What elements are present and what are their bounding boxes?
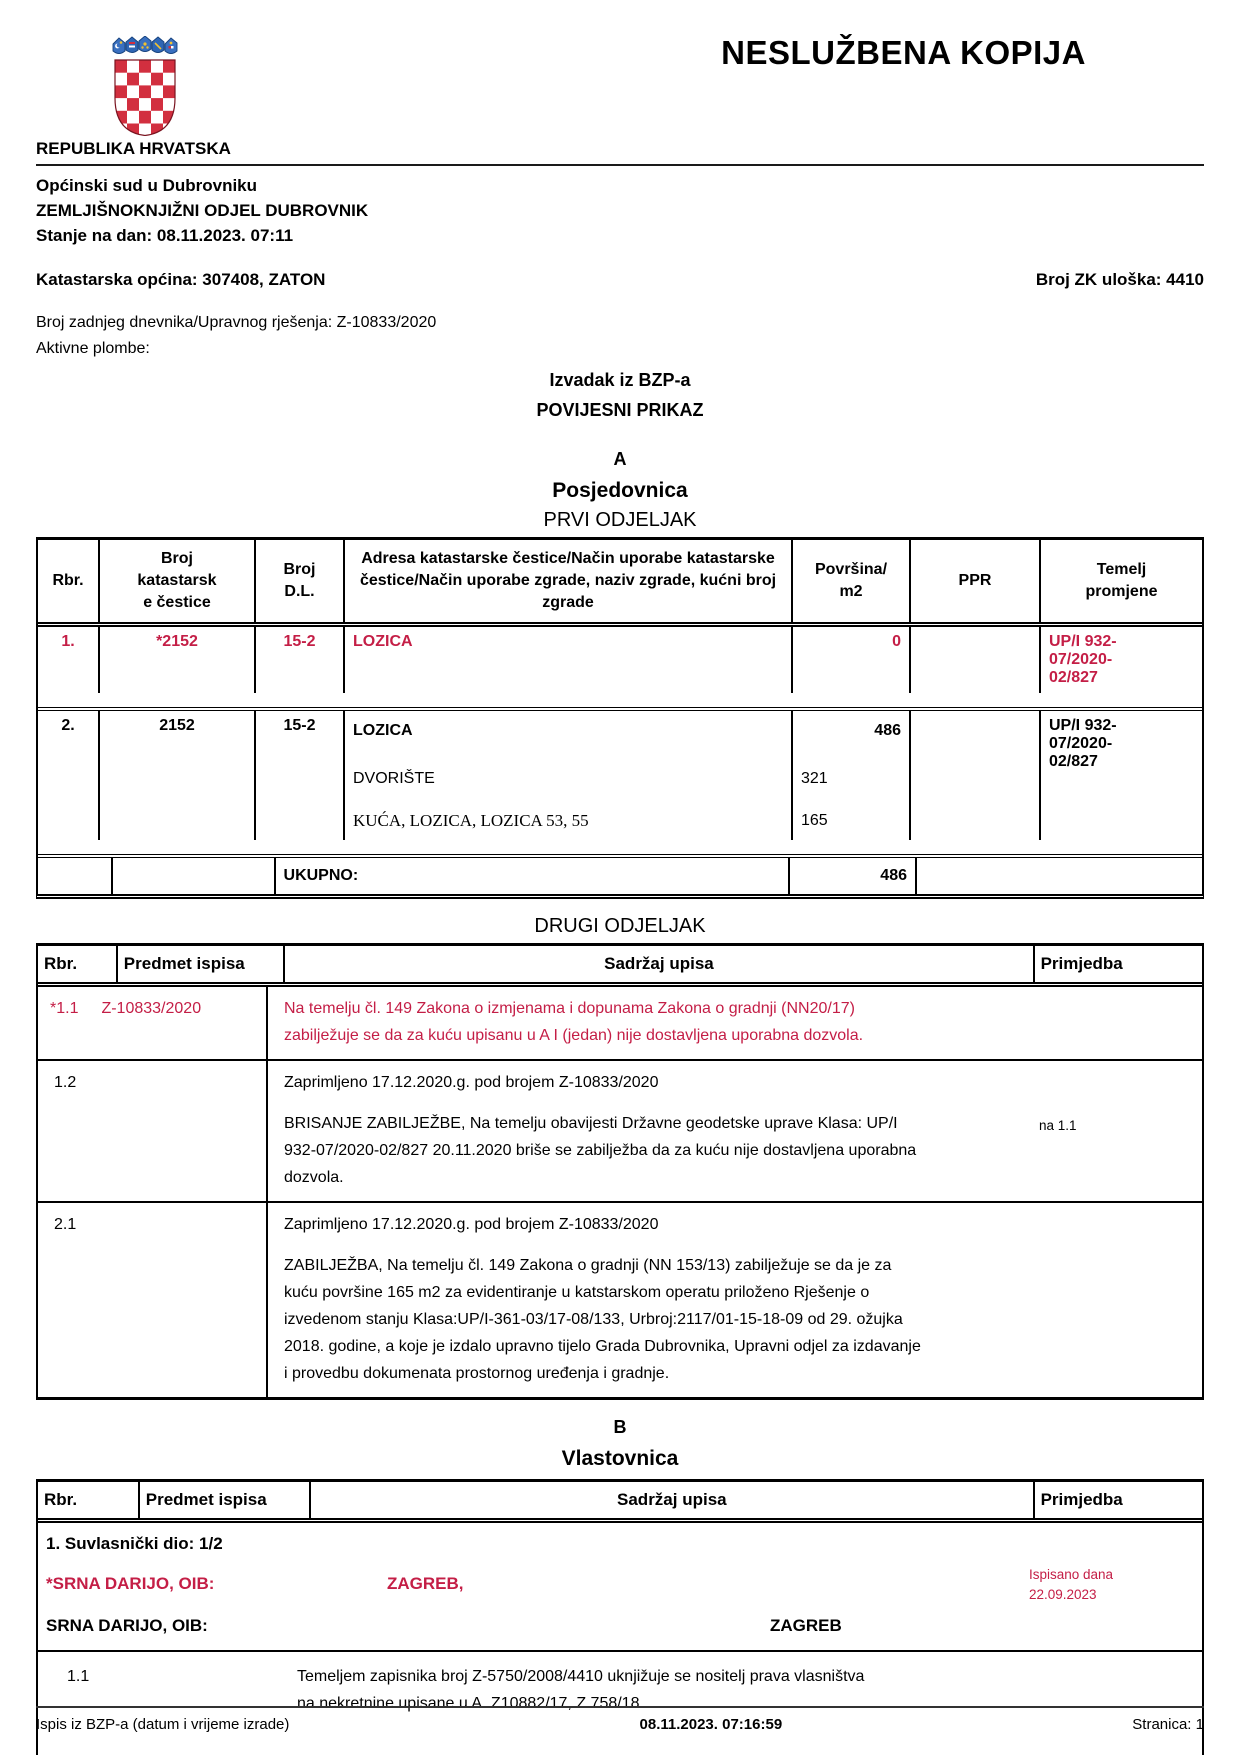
unofficial-copy-label: NESLUŽBENA KOPIJA bbox=[721, 34, 1086, 71]
total-label: UKUPNO: bbox=[276, 858, 790, 894]
footer-left: Ispis iz BZP-a (datum i vrijeme izrade) bbox=[36, 1716, 290, 1733]
department-name: ZEMLJIŠNOKNJIŽNI ODJEL DUBROVNIK bbox=[36, 201, 369, 220]
country-name: REPUBLIKA HRVATSKA bbox=[36, 139, 231, 158]
footer-datetime: 08.11.2023. 07:16:59 bbox=[639, 1716, 783, 1733]
cell-rbr: 1. bbox=[38, 627, 100, 693]
header-rule bbox=[36, 164, 1204, 166]
section-a-title: Posjedovnica bbox=[552, 479, 688, 502]
cell-broj-dl: 15-2 bbox=[256, 627, 345, 693]
cell-broj-katastarske: 2152 bbox=[100, 711, 256, 840]
section-a-part: PRVI ODJELJAK bbox=[543, 509, 697, 531]
owner-city: ZAGREB, bbox=[387, 1574, 464, 1593]
table-a-row-2 bbox=[38, 711, 1202, 858]
povrsina-line-2: 321 bbox=[801, 770, 828, 787]
entry-text: BRISANJE ZABILJEŽBE, Na temelju obavijesti Državne geodetske uprave Klasa: UP/I 932-07/2020-02/827 20.11.2020 briše se zabilježba da za kuću nije dostavljena uporabna dozvola. bbox=[284, 1115, 917, 1186]
row-number: *1.1 bbox=[50, 1000, 79, 1017]
table-d-row-1-2 bbox=[38, 1061, 1202, 1203]
journal-number: Broj zadnjeg dnevnika/Upravnog rješenja: Z-10833/2020 bbox=[36, 314, 437, 331]
povrsina-line-1: 486 bbox=[874, 722, 901, 739]
col-header-primjedba: Primjedba bbox=[1040, 1490, 1123, 1509]
table-b-header-row bbox=[38, 1482, 1202, 1523]
povrsina-line-3: 165 bbox=[801, 812, 828, 829]
col-header-rbr: Rbr. bbox=[38, 1482, 140, 1518]
cell-adresa: LOZICA bbox=[345, 627, 793, 693]
col-header-sadrzaj-upisa: Sadržaj upisa bbox=[311, 1482, 1034, 1518]
spacer bbox=[284, 1096, 1202, 1110]
cell-povrsina bbox=[793, 711, 911, 840]
doc-title: Izvadak iz BZP-a bbox=[549, 370, 691, 390]
col-header-primjedba: Primjedba bbox=[1040, 954, 1123, 973]
col-header-rbr: Rbr. bbox=[38, 540, 100, 622]
cadastral-row bbox=[36, 269, 1204, 291]
col-header-temelj-promjene: Temelj promjene bbox=[1085, 561, 1158, 600]
table-d-header-row bbox=[38, 946, 1202, 987]
printed-date-note: Ispisano dana 22.09.2023 bbox=[1029, 1567, 1114, 1602]
section-b-title: Vlastovnica bbox=[561, 1447, 679, 1470]
cell-rbr-predmet bbox=[38, 1061, 268, 1201]
court-block bbox=[36, 173, 1204, 248]
cell-rbr: 2. bbox=[38, 711, 100, 840]
table-d-row-2-1 bbox=[38, 1203, 1202, 1397]
cell-broj-dl: 15-2 bbox=[256, 711, 345, 840]
total-empty-kat bbox=[113, 858, 275, 894]
croatia-coat-of-arms-icon bbox=[112, 36, 178, 136]
table-drugi-odjeljak bbox=[36, 943, 1204, 1400]
cell-povrsina: 0 bbox=[793, 627, 911, 693]
cell-adresa bbox=[345, 711, 793, 840]
cell-temelj: UP/I 932-07/2020-02/827 bbox=[1049, 717, 1117, 770]
footer-page-number: Stranica: 1 bbox=[1132, 1716, 1204, 1733]
reference-note: na 1.1 bbox=[1039, 1118, 1077, 1133]
col-header-broj-katastarske-cestice: Broj katastarsk e čestice bbox=[100, 540, 256, 622]
section-a-letter: A bbox=[613, 449, 627, 469]
received-line: Zaprimljeno 17.12.2020.g. pod brojem Z-10833/2020 bbox=[284, 1074, 659, 1091]
received-line: Zaprimljeno 17.12.2020.g. pod brojem Z-10833/2020 bbox=[284, 1216, 659, 1233]
adresa-line-3: KUĆA, LOZICA, LOZICA 53, 55 bbox=[353, 811, 589, 830]
entry-text: Na temelju čl. 149 Zakona o izmjenama i dopunama Zakona o gradnji (NN20/17) zabilježuje se da za kuću upisanu u A I (jedan) nije dostavljena uporabna dozvola. bbox=[284, 1000, 864, 1044]
owner-line-black bbox=[38, 1613, 1202, 1639]
section-b-letter: B bbox=[613, 1417, 627, 1437]
cell-rbr-predmet bbox=[38, 987, 268, 1059]
cell-ppr bbox=[911, 711, 1041, 840]
entry-text: ZABILJEŽBA, Na temelju čl. 149 Zakona o gradnji (NN 153/13) zabilježuje se da je za kuću površine 165 m2 za evidentiranje u katstarskom operatu priloženo Rješenje o izvedenom stanju Klasa:UP/I-361-03/17-08/133, Urbroj:2117/01-15-18-09 od 29. ožujka 2018. godine, a koje je izdalo upravno tijelo Grada Dubrovnika, Upravni odjel za izdavanje i provedbu dokumenata prostornog uređenja i gradnje. bbox=[284, 1257, 921, 1382]
table-d-row-1-1 bbox=[38, 987, 1202, 1061]
col-header-sadrzaj-upisa: Sadržaj upisa bbox=[285, 946, 1034, 982]
table-a-total-row bbox=[38, 858, 1202, 894]
col-header-broj-dl: Broj D.L. bbox=[256, 540, 345, 622]
co-ownership-share: 1. Suvlasnički dio: 1/2 bbox=[46, 1534, 223, 1553]
entry-text: Temeljem zapisnika broj Z-5750/2008/4410 uknjižuje se nositelj prava vlasništva na nekretnine upisane u A. Z10882/17, Z 758/18 bbox=[297, 1668, 865, 1712]
table-a-row-1 bbox=[38, 627, 1202, 711]
col-header-ppr: PPR bbox=[911, 540, 1041, 622]
total-empty-rbr bbox=[38, 858, 113, 894]
owner-line-red bbox=[38, 1571, 1202, 1597]
doc-subtitle: POVIJESNI PRIKAZ bbox=[536, 400, 704, 420]
section-d-part: DRUGI ODJELJAK bbox=[534, 915, 706, 937]
row-number: 2.1 bbox=[54, 1216, 77, 1233]
cell-sadrzaj bbox=[268, 987, 1202, 1059]
col-header-adresa: Adresa katastarske čestice/Način uporabe katastarske čestice/Način uporabe zgrade, naziv zgrade, kućni broj zgrade bbox=[345, 540, 793, 622]
table-b-row-1-1 bbox=[38, 1652, 1202, 1755]
predmet-ispisa: Z-10833/2020 bbox=[101, 1000, 202, 1017]
col-header-povrsina: Površina/ m2 bbox=[793, 540, 911, 622]
col-header-predmet-ispisa: Predmet ispisa bbox=[140, 1482, 311, 1518]
total-empty-right bbox=[917, 858, 1202, 894]
total-value: 486 bbox=[790, 858, 917, 894]
cadastral-municipality: Katastarska općina: 307408, ZATON bbox=[36, 270, 326, 289]
adresa-line-2: DVORIŠTE bbox=[353, 770, 435, 787]
table-a-header-row bbox=[38, 540, 1202, 627]
col-header-predmet-ispisa: Predmet ispisa bbox=[118, 946, 286, 982]
page-footer bbox=[36, 1706, 1204, 1735]
cell-broj-katastarske: *2152 bbox=[100, 627, 256, 693]
row-number: 1.2 bbox=[54, 1074, 77, 1091]
cell-rbr-predmet bbox=[38, 1203, 268, 1397]
owner-name: SRNA DARIJO, OIB: bbox=[46, 1616, 208, 1635]
owner-name: *SRNA DARIJO, OIB: bbox=[46, 1574, 215, 1593]
cell-temelj: UP/I 932-07/2020-02/827 bbox=[1049, 633, 1117, 686]
table-posjedovnica bbox=[36, 537, 1204, 899]
active-seals: Aktivne plombe: bbox=[36, 340, 150, 357]
cell-sadrzaj bbox=[268, 1203, 1202, 1397]
row-number: 1.1 bbox=[67, 1668, 90, 1685]
court-name: Općinski sud u Dubrovniku bbox=[36, 176, 258, 195]
spacer bbox=[284, 1238, 1202, 1252]
state-date: Stanje na dan: 08.11.2023. 07:11 bbox=[36, 226, 294, 245]
cell-ppr bbox=[911, 627, 1041, 693]
zk-folio-number: Broj ZK uloška: 4410 bbox=[1035, 270, 1204, 289]
table-b-ownership-row bbox=[38, 1523, 1202, 1652]
owner-city: ZAGREB bbox=[770, 1616, 842, 1635]
journal-block bbox=[36, 310, 1204, 362]
col-header-rbr: Rbr. bbox=[38, 946, 118, 982]
adresa-line-1: LOZICA bbox=[353, 722, 413, 739]
